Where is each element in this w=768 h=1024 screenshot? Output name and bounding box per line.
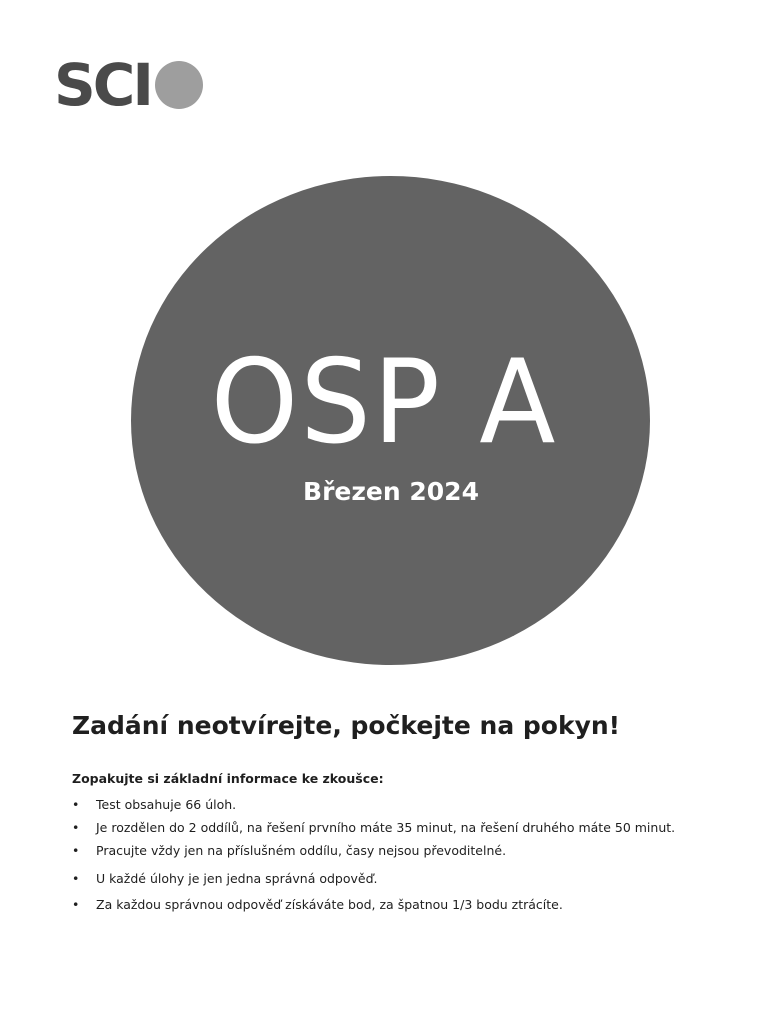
list-item: [72, 870, 675, 888]
info-intro: Zopakujte si základní informace ke zkoušce:: [72, 771, 384, 786]
info-list: [72, 796, 675, 914]
list-item-text: U každé úlohy je jen jedna správná odpověď.: [96, 871, 378, 886]
sci-logo: [54, 51, 203, 119]
bullet-icon: •: [72, 897, 80, 912]
list-item: [72, 896, 675, 914]
test-date: Březen 2024: [303, 477, 479, 506]
list-item-text: Za každou správnou odpověď získáváte bod, za špatnou 1/3 bodu ztrácíte.: [96, 897, 563, 912]
list-item-text: Test obsahuje 66 úloh.: [96, 797, 237, 812]
bullet-icon: •: [72, 797, 80, 812]
list-item: [72, 819, 675, 837]
test-title: OSP A: [210, 335, 558, 470]
logo-wordmark: SCI: [54, 51, 151, 119]
list-item-text: Pracujte vždy jen na příslušném oddílu, časy nejsou převoditelné.: [96, 843, 507, 858]
list-item: [72, 842, 675, 860]
warning-heading: Zadání neotvírejte, počkejte na pokyn!: [72, 711, 621, 740]
list-item: [72, 796, 675, 814]
list-item-text: Je rozdělen do 2 oddílů, na řešení prvního máte 35 minut, na řešení druhého máte 50 minut.: [96, 820, 676, 835]
bullet-icon: •: [72, 871, 80, 886]
bullet-icon: •: [72, 843, 80, 858]
bullet-icon: •: [72, 820, 80, 835]
logo-circle-icon: [155, 61, 203, 109]
